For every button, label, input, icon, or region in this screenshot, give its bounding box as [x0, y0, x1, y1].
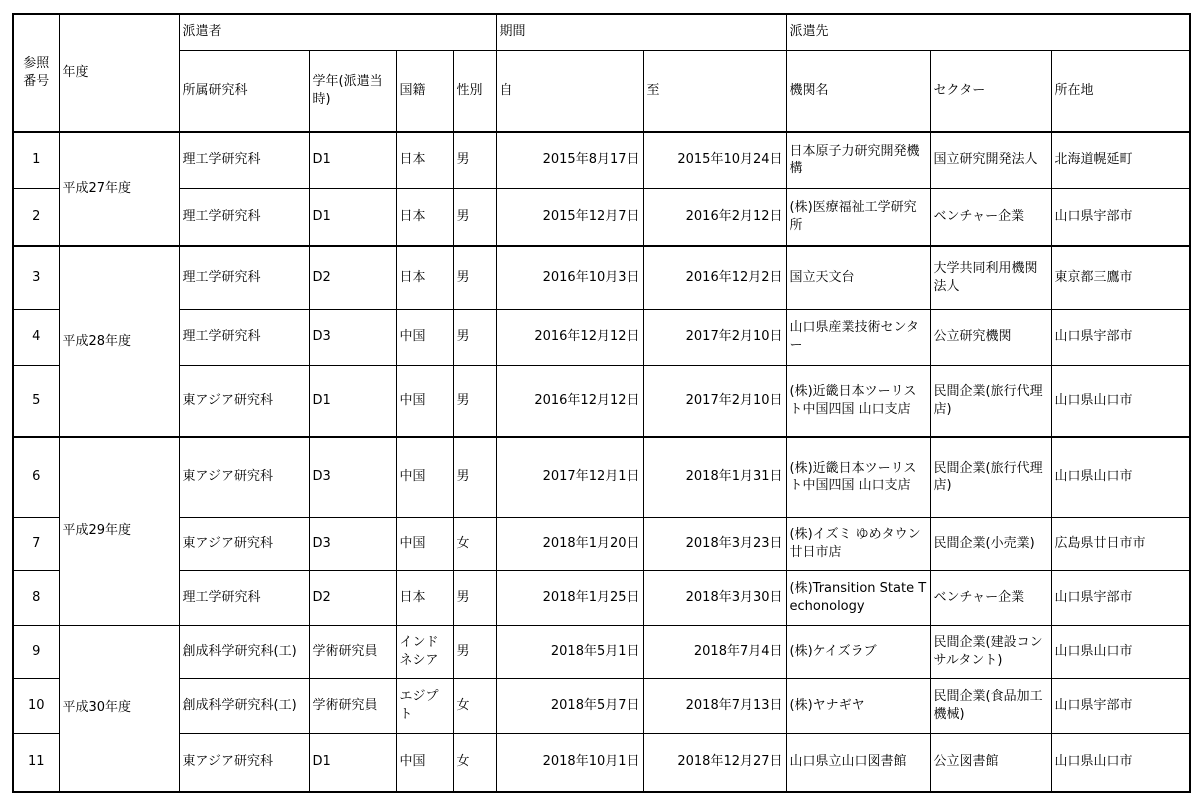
- cell-org: (株)近畿日本ツーリスト中国四国 山口支店: [786, 437, 930, 517]
- cell-dept: 創成科学研究科(工): [179, 678, 309, 733]
- cell-from: 2016年10月3日: [496, 246, 643, 309]
- cell-nationality: 中国: [396, 437, 453, 517]
- cell-sector: 民間企業(食品加工機械): [930, 678, 1051, 733]
- cell-grade: D1: [309, 132, 396, 188]
- cell-sector: 民間企業(旅行代理店): [930, 365, 1051, 437]
- cell-nationality: 中国: [396, 733, 453, 792]
- cell-sector: 大学共同利用機関法人: [930, 246, 1051, 309]
- cell-from: 2015年12月7日: [496, 188, 643, 246]
- cell-grade: D2: [309, 570, 396, 625]
- header-gender: 性別: [453, 50, 496, 132]
- cell-grade: D3: [309, 517, 396, 570]
- header-to: 至: [643, 50, 786, 132]
- cell-location: 山口県宇部市: [1051, 309, 1190, 365]
- cell-nationality: 日本: [396, 246, 453, 309]
- cell-grade: D2: [309, 246, 396, 309]
- cell-no: 5: [13, 365, 59, 437]
- cell-location: 山口県宇部市: [1051, 188, 1190, 246]
- cell-dept: 理工学研究科: [179, 309, 309, 365]
- cell-location: 山口県山口市: [1051, 625, 1190, 678]
- cell-nationality: 日本: [396, 570, 453, 625]
- table-row: [13, 365, 1190, 437]
- cell-no: 1: [13, 132, 59, 188]
- cell-dept: 理工学研究科: [179, 132, 309, 188]
- cell-location: 北海道幌延町: [1051, 132, 1190, 188]
- cell-no: 8: [13, 570, 59, 625]
- cell-gender: 男: [453, 570, 496, 625]
- cell-to: 2018年7月13日: [643, 678, 786, 733]
- cell-sector: 民間企業(小売業): [930, 517, 1051, 570]
- cell-to: 2015年10月24日: [643, 132, 786, 188]
- cell-from: 2018年10月1日: [496, 733, 643, 792]
- cell-dept: 創成科学研究科(工): [179, 625, 309, 678]
- cell-location: 東京都三鷹市: [1051, 246, 1190, 309]
- cell-from: 2017年12月1日: [496, 437, 643, 517]
- cell-to: 2016年12月2日: [643, 246, 786, 309]
- cell-location: 山口県山口市: [1051, 733, 1190, 792]
- table-row: [13, 625, 1190, 678]
- header-department: 所属研究科: [179, 50, 309, 132]
- cell-location: 山口県山口市: [1051, 437, 1190, 517]
- cell-location: 山口県山口市: [1051, 365, 1190, 437]
- header-period: 期間: [496, 14, 786, 50]
- cell-org: 山口県立山口図書館: [786, 733, 930, 792]
- year-cell: 平成29年度: [59, 437, 179, 625]
- cell-to: 2018年7月4日: [643, 625, 786, 678]
- cell-gender: 男: [453, 188, 496, 246]
- cell-sector: ベンチャー企業: [930, 188, 1051, 246]
- cell-grade: D1: [309, 365, 396, 437]
- cell-org: (株)Transition State Techonology: [786, 570, 930, 625]
- cell-grade: 学術研究員: [309, 625, 396, 678]
- header-sector: セクター: [930, 50, 1051, 132]
- cell-no: 9: [13, 625, 59, 678]
- header-dispatcher: 派遣者: [179, 14, 496, 50]
- cell-grade: D1: [309, 733, 396, 792]
- cell-to: 2018年3月23日: [643, 517, 786, 570]
- cell-to: 2016年2月12日: [643, 188, 786, 246]
- year-cell: 平成28年度: [59, 246, 179, 437]
- cell-nationality: 日本: [396, 132, 453, 188]
- header-grade: 学年(派遣当時): [309, 50, 396, 132]
- cell-dept: 東アジア研究科: [179, 517, 309, 570]
- cell-gender: 男: [453, 437, 496, 517]
- cell-grade: 学術研究員: [309, 678, 396, 733]
- cell-sector: 国立研究開発法人: [930, 132, 1051, 188]
- cell-nationality: エジプト: [396, 678, 453, 733]
- cell-nationality: 日本: [396, 188, 453, 246]
- cell-nationality: 中国: [396, 517, 453, 570]
- cell-no: 10: [13, 678, 59, 733]
- cell-sector: ベンチャー企業: [930, 570, 1051, 625]
- cell-dept: 理工学研究科: [179, 188, 309, 246]
- header-destination: 派遣先: [786, 14, 1190, 50]
- cell-sector: 民間企業(旅行代理店): [930, 437, 1051, 517]
- cell-nationality: 中国: [396, 309, 453, 365]
- cell-org: (株)イズミ ゆめタウン廿日市店: [786, 517, 930, 570]
- cell-no: 3: [13, 246, 59, 309]
- cell-org: (株)医療福祉工学研究所: [786, 188, 930, 246]
- cell-from: 2018年5月7日: [496, 678, 643, 733]
- table-row: [13, 437, 1190, 517]
- cell-gender: 女: [453, 517, 496, 570]
- cell-gender: 男: [453, 309, 496, 365]
- cell-from: 2016年12月12日: [496, 365, 643, 437]
- cell-from: 2018年1月25日: [496, 570, 643, 625]
- year-cell: 平成27年度: [59, 132, 179, 246]
- cell-grade: D3: [309, 437, 396, 517]
- year-cell: 平成30年度: [59, 625, 179, 792]
- cell-grade: D1: [309, 188, 396, 246]
- header-year: 年度: [59, 14, 179, 132]
- table-row: [13, 517, 1190, 570]
- cell-gender: 男: [453, 246, 496, 309]
- header-org-name: 機関名: [786, 50, 930, 132]
- cell-nationality: インドネシア: [396, 625, 453, 678]
- cell-gender: 男: [453, 132, 496, 188]
- cell-no: 7: [13, 517, 59, 570]
- header-location: 所在地: [1051, 50, 1190, 132]
- cell-no: 4: [13, 309, 59, 365]
- table-row: [13, 678, 1190, 733]
- cell-org: (株)近畿日本ツーリスト中国四国 山口支店: [786, 365, 930, 437]
- cell-grade: D3: [309, 309, 396, 365]
- cell-nationality: 中国: [396, 365, 453, 437]
- cell-dept: 東アジア研究科: [179, 365, 309, 437]
- cell-dept: 理工学研究科: [179, 246, 309, 309]
- cell-to: 2018年1月31日: [643, 437, 786, 517]
- cell-org: (株)ヤナギヤ: [786, 678, 930, 733]
- cell-dept: 東アジア研究科: [179, 733, 309, 792]
- cell-location: 山口県宇部市: [1051, 678, 1190, 733]
- cell-from: 2018年1月20日: [496, 517, 643, 570]
- cell-dept: 理工学研究科: [179, 570, 309, 625]
- cell-gender: 女: [453, 733, 496, 792]
- cell-from: 2018年5月1日: [496, 625, 643, 678]
- cell-gender: 女: [453, 678, 496, 733]
- cell-location: 山口県宇部市: [1051, 570, 1190, 625]
- table-row: [13, 132, 1190, 188]
- cell-org: 国立天文台: [786, 246, 930, 309]
- cell-from: 2015年8月17日: [496, 132, 643, 188]
- cell-org: 日本原子力研究開発機構: [786, 132, 930, 188]
- cell-sector: 民間企業(建設コンサルタント): [930, 625, 1051, 678]
- cell-no: 11: [13, 733, 59, 792]
- header-nationality: 国籍: [396, 50, 453, 132]
- cell-to: 2017年2月10日: [643, 365, 786, 437]
- table-row: [13, 733, 1190, 792]
- cell-org: (株)ケイズラブ: [786, 625, 930, 678]
- cell-no: 2: [13, 188, 59, 246]
- header-ref-no: 参照 番号: [13, 14, 59, 132]
- table-row: [13, 188, 1190, 246]
- cell-dept: 東アジア研究科: [179, 437, 309, 517]
- cell-no: 6: [13, 437, 59, 517]
- table-row: [13, 309, 1190, 365]
- dispatch-table: [12, 13, 1191, 793]
- table-row: [13, 246, 1190, 309]
- table-row: [13, 570, 1190, 625]
- cell-to: 2018年3月30日: [643, 570, 786, 625]
- cell-org: 山口県産業技術センター: [786, 309, 930, 365]
- cell-gender: 男: [453, 365, 496, 437]
- cell-from: 2016年12月12日: [496, 309, 643, 365]
- cell-gender: 男: [453, 625, 496, 678]
- header-from: 自: [496, 50, 643, 132]
- cell-to: 2017年2月10日: [643, 309, 786, 365]
- cell-sector: 公立図書館: [930, 733, 1051, 792]
- cell-sector: 公立研究機関: [930, 309, 1051, 365]
- cell-to: 2018年12月27日: [643, 733, 786, 792]
- cell-location: 広島県廿日市市: [1051, 517, 1190, 570]
